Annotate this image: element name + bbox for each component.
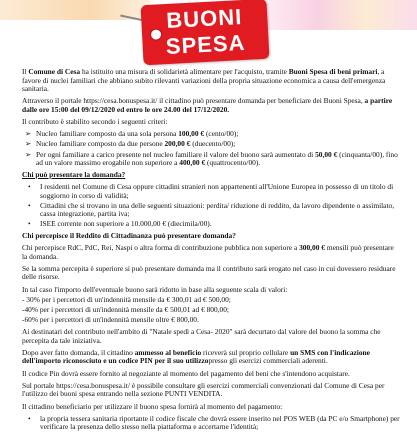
pin-paragraph: Il codice Pin dovrà essere fornito al negoziante al momento del pagamento del beni che s'intendono acquistare. xyxy=(22,368,350,378)
text: Dopo aver fatto domanda, il cittadino xyxy=(22,347,135,357)
list-item xyxy=(22,151,400,168)
list-item xyxy=(22,220,400,229)
amount: 50,00 € xyxy=(315,149,338,159)
text: Nucleo familiare composto da una sola persona xyxy=(36,129,179,139)
text: ISEE corrente non superiore a 10.000,00 € (diecimila/00). xyxy=(40,219,212,229)
criteria-list xyxy=(22,130,400,167)
text: I residenti nel Comune di Cesa oppure cittadini stranieri non appartenenti all'Unione Europea in possesso di un titolo di soggiorno in corso di validità; xyxy=(40,181,394,200)
text-bold: Buoni Spesa di beni primari xyxy=(288,67,378,76)
scale-row: - 30% per i percettori di un'indennità mensile da € 300,01 ad € 500,00; xyxy=(22,294,231,304)
text: (quattrocento/00). xyxy=(205,158,261,168)
text: Per ogni familiare a carico presente nel nucleo familiare il valore del buono sarà aumentato di xyxy=(36,149,316,159)
amount: 100,00 € xyxy=(178,129,205,139)
question-heading: Chi può presentare la domanda? xyxy=(22,169,126,179)
text: Attraverso il portale https://cesa.bonuspesa.it/ il cittadino può presentare domanda per beneficiare dei Buoni Spesa, xyxy=(22,96,365,106)
scale-intro: In tal caso l'importo dell'eventuale buono sarà ridotto in base alla seguente scala di valori: xyxy=(22,284,288,294)
bullet-icon: • xyxy=(28,219,31,229)
list-item xyxy=(22,140,400,149)
text: , a favore di nuclei familiari che abbiano subito rilevanti variazioni della propria situazione economica a causa dell'emergenza sanitaria. xyxy=(22,67,386,94)
amount: 300,00 € xyxy=(299,243,325,253)
arrow-bullet-icon: ➢ xyxy=(25,139,32,149)
list-item xyxy=(22,202,400,219)
text: Chi percepisce RdC, PdC, Rei, Naspi o altra forma di contribuzione pubblica non superiore a xyxy=(22,243,300,253)
list-item xyxy=(22,183,400,200)
rdc-paragraph xyxy=(22,244,400,261)
payment-list xyxy=(22,415,400,432)
tag-title-line1: BUONI xyxy=(165,4,243,33)
question-heading: Chi percepisce il Reddito di Cittadinanza può presentare domanda? xyxy=(22,230,236,240)
criteria-intro: Il contributo è stabilito secondo i seguenti criteri: xyxy=(22,117,168,127)
arrow-bullet-icon: ➢ xyxy=(25,129,32,139)
decorative-background-right xyxy=(267,0,417,30)
amount: 400,00 € xyxy=(179,158,206,168)
text: (cinquanta/00), fino ad un valore massimo erogabile non superiore a xyxy=(36,149,398,168)
sms-paragraph xyxy=(22,349,400,366)
text: riceverà sul proprio cellulare xyxy=(201,347,291,357)
scale-row: -40% per i percettori di un'indennità mensile da € 500,01 ad € 800,00; xyxy=(22,304,229,314)
header-banner xyxy=(0,0,417,66)
list-item xyxy=(22,130,400,139)
text: (cento/00); xyxy=(204,129,239,139)
text-bold: ammesso al beneficio xyxy=(134,347,202,357)
payment-intro: Il cittadino beneficiario per utilizzare il buono spesa fornirà al momento del pagamento: xyxy=(22,401,283,411)
natale-paragraph: Ai destinatari del contributo nell'ambito di "Natale spedì a Cesa- 2020" sarà decurtato dal valore del buono la somma che percepita da tale iniziativa. xyxy=(22,327,381,345)
text: (duecento/00); xyxy=(190,139,236,149)
scale-row: -60% per i percettori di un'indennità mensile oltre € 800,00. xyxy=(22,314,199,324)
buoni-spesa-tag xyxy=(141,0,270,65)
text-bold: un SMS con l'indicazione dell'importo riconosciuto e un codice PIN per il suo utilizzo xyxy=(22,347,370,366)
text: presso gli esercizi commerciali aderenti. xyxy=(208,356,328,366)
residual-paragraph: Se la somma percepita è superiore si può presentare domanda ma il contributo sarà erogato nel caso in cui dovessero residuare delle risorse. xyxy=(22,263,396,282)
text: Il xyxy=(22,67,29,76)
amount: 200,00 € xyxy=(164,139,191,149)
eligibility-list xyxy=(22,183,400,229)
arrow-bullet-icon: ➢ xyxy=(25,149,32,159)
document-body xyxy=(22,68,400,435)
text-bold: Comune di Cesa xyxy=(28,67,81,76)
text: ha istituito una misura di solidarietà alimentare per l'acquisto, tramite xyxy=(80,67,289,76)
portal-paragraph xyxy=(22,97,400,114)
bullet-icon: • xyxy=(28,181,31,191)
portal-shops-paragraph: Sul portale https://cesa.bonuspesa.it/ è possibile consultare gli esercizi commerciali convenzionati dal Comune di Cesa per l'utilizzo dei buoni spesa entrando nella sezione PUNTI VENDITA. xyxy=(22,380,385,399)
bullet-icon: • xyxy=(28,413,31,423)
bullet-icon: • xyxy=(28,200,31,210)
intro-paragraph xyxy=(22,68,400,94)
text: Cittadini che si trovano in una delle seguenti situazioni: perdita/ riduzione di reddito, da lavoro dipendente o assimilato, cassa integrazione, partita iva; xyxy=(40,200,395,219)
list-item xyxy=(22,415,400,432)
deadline-text: a partire dalle ore 15:00 del 09/12/2020 ed entro le ore 24.00 del 17/12/2020. xyxy=(22,96,393,114)
tag-title-line2: SPESA xyxy=(165,29,247,60)
text: Nucleo familiare composto da due persone xyxy=(36,139,165,149)
text: mensili può presentare la domanda. xyxy=(22,243,394,261)
text: la propria tessera sanitaria riportante il codice fiscale che dovrà essere inserito nel POS WEB (da PC e/o Smartphone) per verificare la presenza dello stesso nella piattaforma e accertarne l'identità; xyxy=(40,413,400,432)
